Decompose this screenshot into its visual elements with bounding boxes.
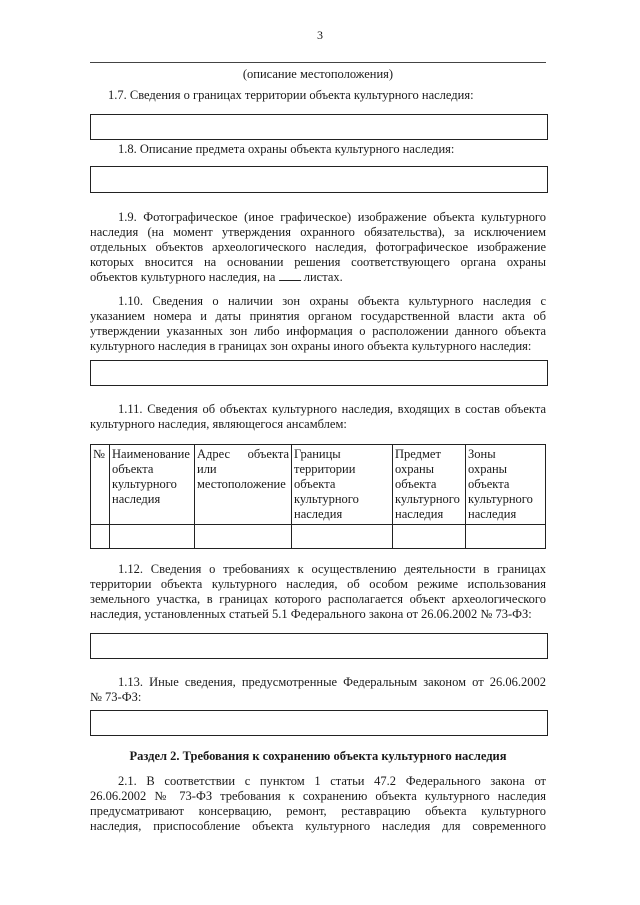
section-1-10-field[interactable] bbox=[90, 360, 548, 386]
location-line bbox=[90, 62, 546, 63]
table-cell[interactable] bbox=[466, 525, 546, 549]
section-1-8-field[interactable] bbox=[90, 166, 548, 193]
section-1-12-text bbox=[90, 562, 546, 622]
section-1-12-line: наследия, установленных статьей 5.1 Федерального закона от 26.06.2002 № 73-ФЗ: bbox=[90, 607, 532, 621]
col-number-header: № bbox=[91, 445, 110, 525]
col-address-header-line: Адрес объекта bbox=[197, 447, 289, 461]
section-1-9-text bbox=[90, 210, 546, 285]
col-address-header bbox=[195, 445, 292, 525]
col-subject-header-line: культурного bbox=[395, 492, 460, 506]
section-1-12-line: 1.12. Сведения о требованиях к осуществлению деятельности в границах bbox=[118, 562, 546, 576]
section-2-1-line: 2.1. В соответствии с пунктом 1 статьи 47.2 Федерального закона от bbox=[118, 774, 546, 788]
col-subject-header bbox=[393, 445, 466, 525]
col-boundaries-header-line: наследия bbox=[294, 507, 343, 521]
section-1-13-text bbox=[90, 675, 546, 705]
col-address-header-line: местоположение bbox=[197, 477, 286, 491]
section-1-10-line: 1.10. Сведения о наличии зон охраны объекта культурного наследия с bbox=[118, 294, 546, 308]
col-name-header-line: объекта bbox=[112, 462, 154, 476]
section-2-heading: Раздел 2. Требования к сохранению объекта культурного наследия bbox=[129, 749, 507, 763]
col-zones-header-line: охраны bbox=[468, 462, 508, 476]
col-subject-header-line: охраны bbox=[395, 462, 435, 476]
section-2-1-line: предусматривают консервацию, ремонт, реставрацию объекта культурного bbox=[90, 804, 546, 818]
section-1-10-line: утверждении указанных зон либо информация о расположении данного объекта bbox=[90, 324, 546, 338]
section-1-9-text-a: объектов культурного наследия, на bbox=[90, 270, 276, 284]
ensemble-table bbox=[90, 444, 546, 549]
section-1-9-line: отдельных объектов археологического наследия, фотографическое изображение bbox=[90, 240, 546, 254]
col-zones-header-line: культурного bbox=[468, 492, 533, 506]
section-1-13-line: 1.13. Иные сведения, предусмотренные Федеральным законом от 26.06.2002 bbox=[118, 675, 546, 689]
col-name-header-line: культурного bbox=[112, 477, 177, 491]
col-address-header-line: или bbox=[197, 462, 217, 476]
table-cell[interactable] bbox=[91, 525, 110, 549]
col-name-header bbox=[110, 445, 195, 525]
section-1-7-text: 1.7. Сведения о границах территории объекта культурного наследия: bbox=[108, 88, 474, 102]
table-cell[interactable] bbox=[393, 525, 466, 549]
section-2-1-line: 26.06.2002 № 73-ФЗ требования к сохранению объекта культурного наследия bbox=[90, 789, 546, 803]
sheet-count-blank[interactable] bbox=[279, 270, 301, 281]
col-boundaries-header-line: объекта bbox=[294, 477, 336, 491]
section-1-12-line: территории объекта культурного наследия, об особом режиме использования bbox=[90, 577, 546, 591]
col-zones-header bbox=[466, 445, 546, 525]
section-1-10-line: культурного наследия в границах зон охраны иного объекта культурного наследия: bbox=[90, 339, 532, 353]
col-boundaries-header-line: Границы bbox=[294, 447, 341, 461]
location-caption: (описание местоположения) bbox=[242, 67, 394, 81]
section-1-12-field[interactable] bbox=[90, 633, 548, 659]
section-1-9-text-b: листах. bbox=[303, 270, 343, 284]
section-1-9-line: наследия (на момент утверждения охранного обязательства), за исключением bbox=[90, 225, 546, 239]
col-zones-header-line: наследия bbox=[468, 507, 517, 521]
table-cell[interactable] bbox=[292, 525, 393, 549]
section-1-10-line: указанием номера и даты принятия органом государственной власти акта об bbox=[90, 309, 546, 323]
section-1-7-field[interactable] bbox=[90, 114, 548, 140]
section-1-9-line: которых вносится на основании решения соответствующего органа охраны bbox=[90, 255, 546, 269]
table-cell[interactable] bbox=[195, 525, 292, 549]
col-boundaries-header-line: культурного bbox=[294, 492, 359, 506]
table-row bbox=[91, 525, 546, 549]
col-name-header-line: Наименование bbox=[112, 447, 190, 461]
col-subject-header-line: объекта bbox=[395, 477, 437, 491]
section-1-10-text bbox=[90, 294, 546, 354]
col-name-header-line: наследия bbox=[112, 492, 161, 506]
col-subject-header-line: Предмет bbox=[395, 447, 441, 461]
section-1-11-line: 1.11. Сведения об объектах культурного наследия, входящих в состав объекта bbox=[118, 402, 546, 416]
section-1-12-line: земельного участка, в границах которого располагается объект археологического bbox=[90, 592, 546, 606]
section-1-13-field[interactable] bbox=[90, 710, 548, 736]
section-2-1-line: наследия, приспособление объекта культурного наследия для современного bbox=[90, 819, 546, 833]
col-zones-header-line: Зоны bbox=[468, 447, 496, 461]
table-header-row bbox=[91, 445, 546, 525]
section-1-9-line: 1.9. Фотографическое (иное графическое) изображение объекта культурного bbox=[118, 210, 546, 224]
section-1-11-line: культурного наследия, являющегося ансамблем: bbox=[90, 417, 347, 431]
section-1-13-line: № 73-ФЗ: bbox=[90, 690, 142, 704]
page-number: 3 bbox=[317, 28, 323, 42]
section-1-9-line bbox=[90, 270, 546, 285]
col-subject-header-line: наследия bbox=[395, 507, 444, 521]
section-1-11-text bbox=[90, 402, 546, 432]
col-boundaries-header-line: территории bbox=[294, 462, 356, 476]
col-boundaries-header bbox=[292, 445, 393, 525]
section-2-1-text bbox=[90, 774, 546, 834]
col-zones-header-line: объекта bbox=[468, 477, 510, 491]
table-cell[interactable] bbox=[110, 525, 195, 549]
section-1-8-text: 1.8. Описание предмета охраны объекта культурного наследия: bbox=[118, 142, 455, 156]
